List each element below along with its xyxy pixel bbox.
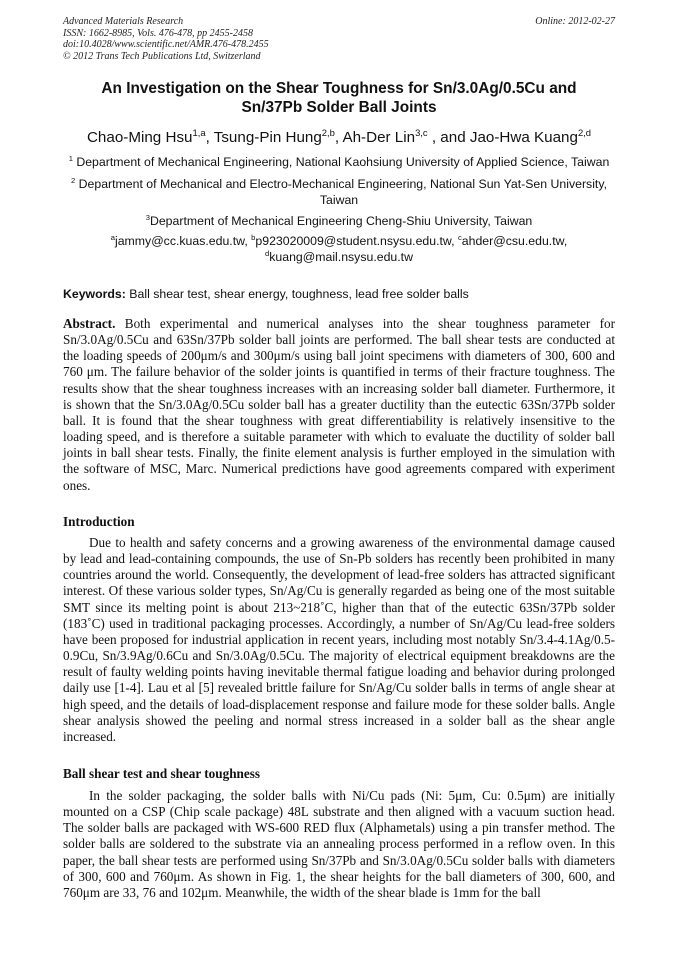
affiliation-3 xyxy=(50,214,628,230)
keywords-label: Keywords: xyxy=(63,287,126,301)
keywords-text: Ball shear test, shear energy, toughness, lead free solder balls xyxy=(125,287,469,301)
introduction-heading: Introduction xyxy=(63,514,135,529)
author-name: Jao-Hwa Kuang xyxy=(469,129,578,146)
author-name: Tsung-Pin Hung xyxy=(213,129,322,146)
keywords xyxy=(63,287,615,303)
abstract xyxy=(63,316,615,494)
ball-shear-paragraph: In the solder packaging, the solder balls with Ni/Cu pads (Ni: 5μm, Cu: 0.5μm) are initially mounted on a CSP (Chip scale package) 48L substrate and then aligned with a vacuum suction head. The solder balls are packaged with WS-600 RED flux (Alphametals) using a pin transfer method. The solder balls are soldered to the substrate via an annealing process performed in a reflow oven. In this paper, the ball shear tests are performed using Sn/37Pb and Sn/3.0Ag/0.5Cu solder balls with diameters of 300, 600 and 760μm. As shown in Fig. 1, the shear heights for the ball diameters of 300, 600, and 760μm are 33, 76 and 102μm. Meanwhile, the width of the shear blade is 1mm for the ball xyxy=(63,788,615,900)
affiliation-text: Department of Mechanical and Electro-Mechanical Engineering, National Sun Yat-Sen University, xyxy=(75,177,607,191)
affiliation-sup: 1 xyxy=(68,153,73,163)
author-name: Ah-Der Lin xyxy=(342,129,416,146)
author-separator: , and xyxy=(427,129,470,146)
affiliation-text-cont: Taiwan xyxy=(319,192,359,207)
author-affil-sup: 2,d xyxy=(577,126,592,138)
affiliation-sup: 2 xyxy=(70,175,76,185)
affiliation-text: Department of Mechanical Engineering, National Kaohsiung University of Applied Science, Taiwan xyxy=(72,155,610,169)
journal-name: Advanced Materials Research xyxy=(63,16,184,27)
email-a: jammy@cc.kuas.edu.tw, xyxy=(114,234,252,248)
ball-shear-heading: Ball shear test and shear toughness xyxy=(63,766,260,781)
author-separator: , xyxy=(334,129,343,146)
affiliation-text: Department of Mechanical Engineering Cheng-Shiu University, Taiwan xyxy=(149,214,533,228)
author-name: Chao-Ming Hsu xyxy=(86,129,193,146)
author-separator: , xyxy=(205,129,214,146)
email-c: ahder@csu.edu.tw, xyxy=(461,234,568,248)
email-sup: d xyxy=(265,248,270,258)
online-date: Online: 2012-02-27 xyxy=(535,16,615,27)
affiliation-2 xyxy=(50,177,628,209)
affiliation-sup: 3 xyxy=(145,212,150,222)
author-affil-sup: 2,b xyxy=(321,126,335,138)
issn: ISSN: 1662-8985, Vols. 476-478, pp 2455-2458 xyxy=(63,27,253,39)
abstract-label: Abstract. xyxy=(63,316,116,331)
title-line-1: An Investigation on the Shear Toughness for Sn/3.0Ag/0.5Cu and xyxy=(101,80,577,97)
author-affil-sup: 3,c xyxy=(415,126,428,138)
email-d: kuang@mail.nsysu.edu.tw xyxy=(269,249,413,264)
journal-header xyxy=(63,16,615,62)
doi: doi:10.4028/www.scientific.net/AMR.476-478.2455 xyxy=(63,39,269,51)
author-emails xyxy=(50,234,628,266)
title-line-2: Sn/37Pb Solder Ball Joints xyxy=(241,99,437,116)
affiliation-1 xyxy=(50,155,628,171)
paper-title xyxy=(40,79,638,117)
abstract-text: Both experimental and numerical analyses into the shear toughness parameter for Sn/3.0Ag/0.5Cu and 63Sn/37Pb solder ball joints are performed. The ball shear tests are conducted at the loading speeds of 200μm/s and 300μm/s using ball joint specimens with diameters of 300, 600 and 760 μm. The failure behavior of the solder joints is quantified in terms of their fracture toughness. The results show that the shear toughness increases with an increasing solder ball diameter. Furthermore, it is shown that the Sn/3.0Ag/0.5Cu solder ball has a greater ductility than the eutectic 63Sn/37Pb solder ball. It is found that the shear toughness with great differentiability is relatively insensitive to the loading speed, and is therefore a suitable parameter with which to evaluate the ductility of solder ball joints in ball shear tests. Finally, the finite element analysis is further employed in the simulation with the software of MSC, Marc. Numerical predictions have good agreements compared with experiment ones. xyxy=(63,316,615,493)
copyright: © 2012 Trans Tech Publications Ltd, Switzerland xyxy=(63,50,261,62)
author-affil-sup: 1,a xyxy=(192,126,206,138)
email-sup: c xyxy=(457,232,462,242)
author-list xyxy=(30,128,648,147)
email-sup: a xyxy=(110,232,115,242)
email-b: p923020009@student.nsysu.edu.tw, xyxy=(255,234,458,248)
email-sup: b xyxy=(251,232,256,242)
introduction-paragraph: Due to health and safety concerns and a growing awareness of the environmental damage caused by lead and lead-containing compounds, the use of Sn-Pb solders has recently been prohibited in many countries around the world. Consequently, the development of lead-free solders has attracted significant interest. Of these various solder types, Sn/Ag/Cu is generally regarded as being one of the most suitable SMT since its melting point is about 213~218˚C, higher than that of the eutectic 63Sn/37Pb solder (183˚C) used in traditional packaging processes. Accordingly, a number of Sn/Ag/Cu lead-free solders have been proposed for industrial application in recent years, including most notably Sn/3.4-4.1Ag/0.5-0.9Cu, Sn/3.9Ag/0.6Cu and Sn/3.0Ag/0.5Cu. The majority of electrical equipment breakdowns are the result of faulty welding points having inevitable thermal fatigue loading and behavior during prolonged daily use [1-4]. Lau et al [5] revealed brittle failure for Sn/Ag/Cu solder balls in terms of angle shear at high speed, and the details of load-displacement response and failure mode for these solder balls. Angle shear analysis showed the peeling and normal stress increased in a solder ball as the shear angle increased. xyxy=(63,535,615,744)
